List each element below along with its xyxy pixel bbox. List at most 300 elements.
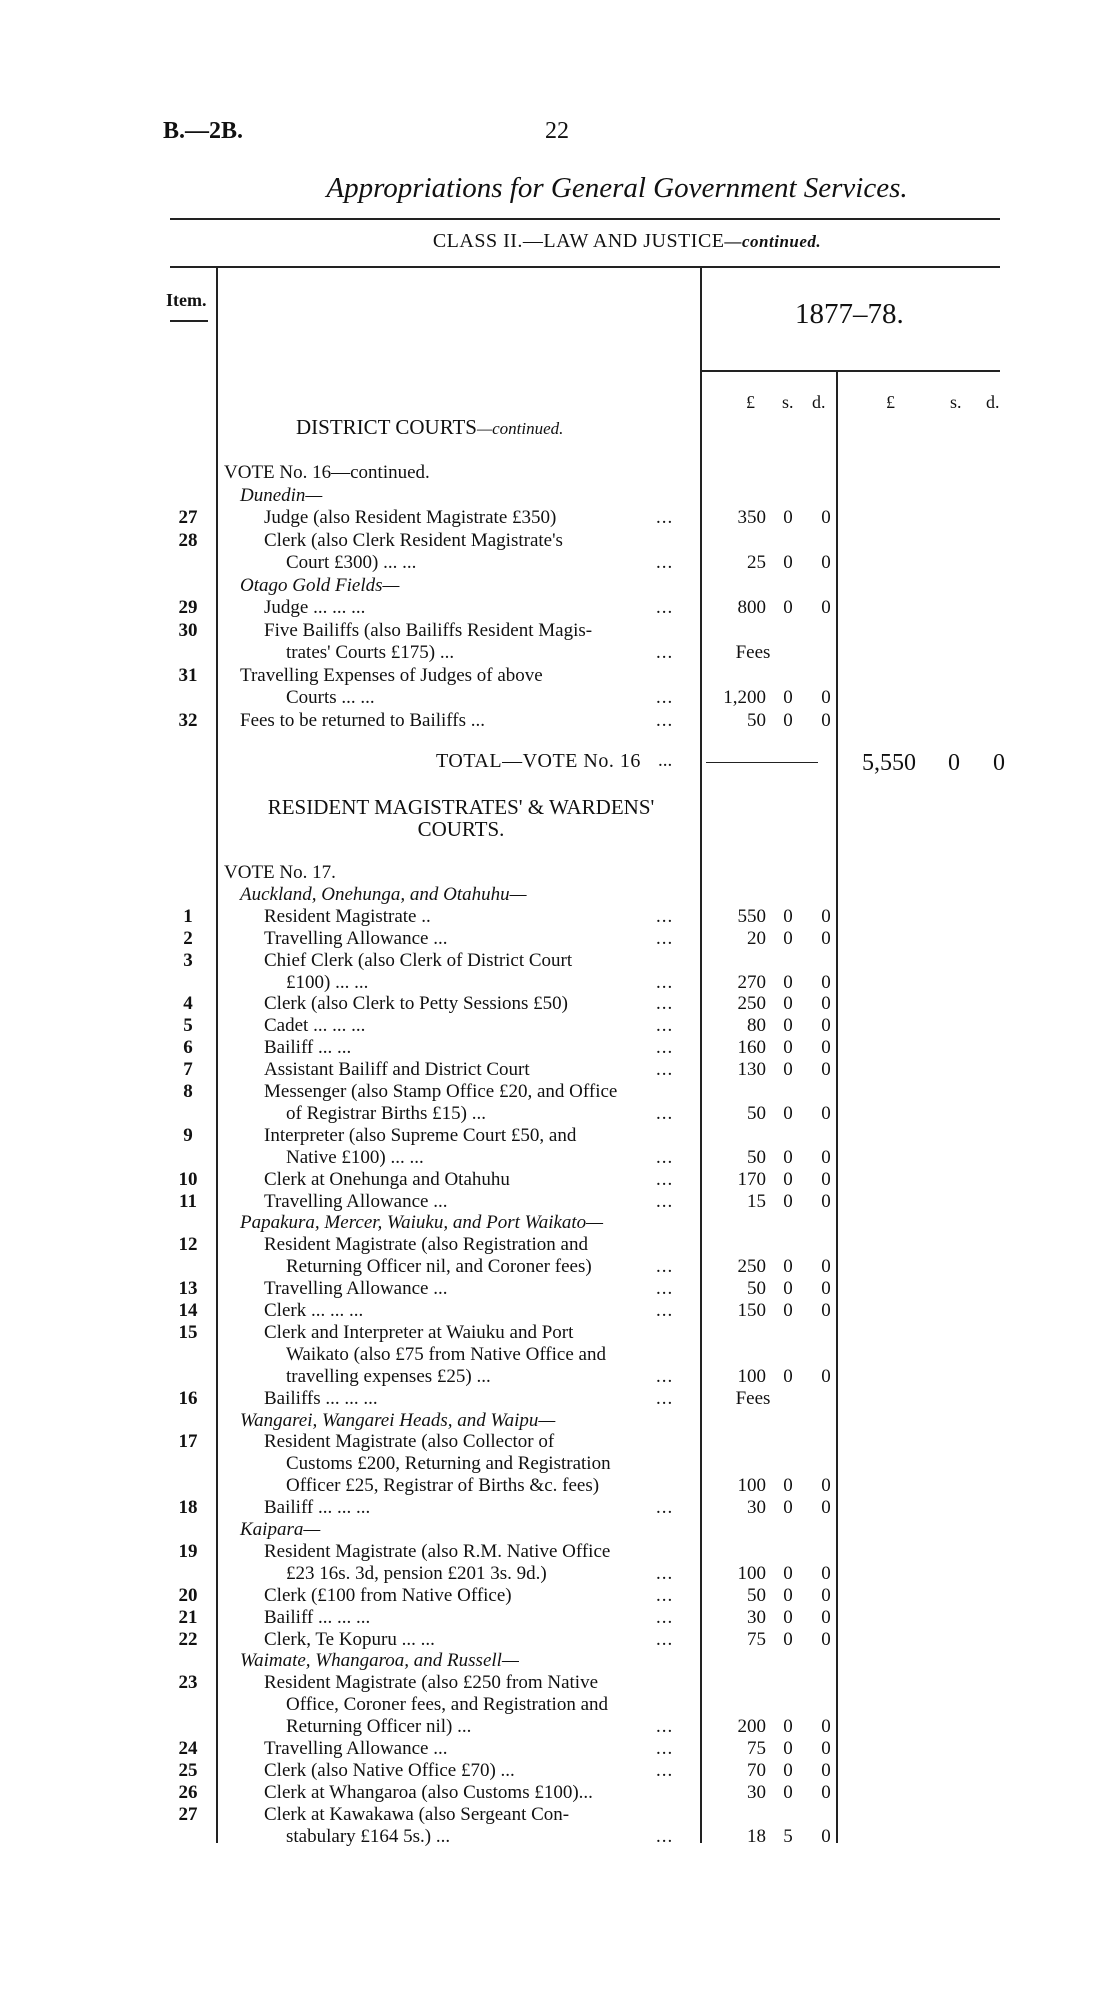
row-label: Officer £25, Registrar of Births &c. fees) <box>286 1475 600 1497</box>
row-label: Judge ... ... ... <box>264 597 366 618</box>
table-row <box>0 1497 1114 1519</box>
table-row <box>0 1125 1114 1147</box>
row-label: Assistant Bailiff and District Court <box>264 1059 530 1081</box>
item-number: 27 <box>178 507 198 528</box>
row-label: Clerk (also Clerk Resident Magistrate's <box>264 529 563 551</box>
row-label: Clerk at Onehunga and Otahuhu <box>264 1168 510 1190</box>
amount-shillings: 0 <box>783 552 793 573</box>
leader-dots: ... <box>656 1037 674 1059</box>
amount-pounds: 350 <box>737 507 766 528</box>
table-row <box>0 1760 1114 1782</box>
row-label: Bailiff ... ... <box>264 1037 352 1059</box>
class-rule <box>170 266 1000 268</box>
amount-pounds: 50 <box>747 1278 766 1300</box>
leader-dots: ... <box>656 1387 674 1409</box>
item-number: 30 <box>178 619 198 641</box>
class-suffix: —continued. <box>724 232 822 251</box>
shillings-header: s. <box>782 392 794 412</box>
row-label: Clerk (also Clerk to Petty Sessions £50) <box>264 993 568 1015</box>
row-label: stabulary £164 5s.) ... <box>286 1825 451 1847</box>
table-row <box>0 1388 1114 1410</box>
amount-pence: 0 <box>821 1278 831 1300</box>
amount-shillings: 0 <box>783 1716 793 1738</box>
table-row <box>0 1169 1114 1191</box>
document-reference: B.—2B. <box>163 118 244 144</box>
amount-shillings: 0 <box>783 1738 793 1759</box>
table-row <box>0 1431 1114 1453</box>
table-row <box>0 1278 1114 1300</box>
item-number: 6 <box>183 1037 193 1059</box>
amount-pence: 0 <box>821 507 831 528</box>
amount-shillings: 0 <box>783 1190 793 1212</box>
amount-shillings: 0 <box>783 1102 793 1124</box>
amount-pounds: 80 <box>747 1015 766 1037</box>
item-number: 18 <box>178 1497 198 1519</box>
row-label: Clerk at Kawakawa (also Sergeant Con- <box>264 1803 570 1825</box>
amount-shillings: 0 <box>783 1365 793 1387</box>
resident-magistrates-heading <box>226 796 696 840</box>
table-row <box>0 1344 1114 1366</box>
leader-dots: ... <box>656 1628 674 1650</box>
table-row <box>0 928 1114 950</box>
item-number: 31 <box>178 664 198 686</box>
resident-heading-line1: RESIDENT MAGISTRATES' & WARDENS' <box>267 795 655 819</box>
item-number: 11 <box>179 1190 197 1212</box>
amount-pounds: 30 <box>747 1497 766 1519</box>
table-row <box>0 993 1114 1015</box>
amount-pounds: 170 <box>737 1168 766 1190</box>
table-row <box>0 552 1114 574</box>
leader-dots: ... <box>656 1606 674 1628</box>
class-title: CLASS II.—LAW AND JUSTICE <box>432 230 725 252</box>
row-label: Travelling Allowance ... <box>264 1278 448 1300</box>
row-label: Bailiff ... ... ... <box>264 1497 371 1519</box>
row-label: Messenger (also Stamp Office £20, and Office <box>264 1081 618 1102</box>
row-label: Resident Magistrate (also £250 from Native <box>264 1672 599 1694</box>
row-label: Resident Magistrate .. <box>264 905 431 927</box>
table-row <box>0 575 1114 597</box>
year-header: 1877–78. <box>795 298 904 330</box>
amount-shillings: 0 <box>783 1278 793 1300</box>
amount-shillings: 0 <box>783 687 793 708</box>
total-vote-16-label: TOTAL—VOTE No. 16 <box>436 750 641 772</box>
table-row <box>0 1519 1114 1541</box>
item-number: 21 <box>178 1606 198 1628</box>
item-number: 24 <box>178 1738 198 1759</box>
total-vote-16-pounds: 5,550 <box>862 750 916 776</box>
row-label: Customs £200, Returning and Registration <box>286 1453 611 1475</box>
amount-pence: 0 <box>821 1628 831 1650</box>
row-label: Judge (also Resident Magistrate £350) <box>264 507 557 528</box>
amount-shillings: 0 <box>783 1628 793 1650</box>
leader-dots: ... <box>656 1584 674 1606</box>
row-label: Courts ... ... <box>286 687 375 708</box>
amount-shillings: 0 <box>783 507 793 528</box>
amount-pence: 0 <box>821 1059 831 1081</box>
district-courts-title: DISTRICT COURTS <box>296 415 477 439</box>
amount-shillings: 0 <box>783 1037 793 1059</box>
amount-pounds: 800 <box>737 597 766 618</box>
amount-pence: 0 <box>821 1584 831 1606</box>
leader-dots: ... <box>656 1562 674 1584</box>
item-number: 3 <box>183 949 193 971</box>
row-label: Wangarei, Wangarei Heads, and Waipu— <box>240 1409 556 1431</box>
item-number: 2 <box>183 927 193 949</box>
row-label: Otago Gold Fields— <box>240 574 400 596</box>
amount-pounds: 150 <box>737 1300 766 1321</box>
table-row <box>0 1629 1114 1651</box>
leader-dots: ... <box>656 597 674 618</box>
table-row <box>0 1453 1114 1475</box>
amount-pence: 0 <box>821 1146 831 1168</box>
row-label: Clerk, Te Kopuru ... ... <box>264 1628 435 1650</box>
amount-shillings: 0 <box>783 1606 793 1628</box>
fees-value: Fees <box>735 642 771 663</box>
table-row <box>0 906 1114 928</box>
amount-pounds: 50 <box>747 1146 766 1168</box>
leader-dots: ... <box>656 1716 674 1738</box>
leader-dots: ... <box>656 1146 674 1168</box>
item-number: 28 <box>178 529 198 551</box>
amount-pounds: 100 <box>737 1475 766 1497</box>
table-row <box>0 1804 1114 1826</box>
amount-pence: 0 <box>821 1825 831 1847</box>
leader-dots: ... <box>656 1300 674 1321</box>
leader-dots: ... <box>656 1059 674 1081</box>
amount-pence: 0 <box>821 1365 831 1387</box>
row-label: Kaipara— <box>240 1519 321 1540</box>
item-number: 14 <box>178 1300 198 1321</box>
page-number: 22 <box>545 118 569 144</box>
row-label: £100) ... ... <box>286 971 369 993</box>
item-number: 9 <box>183 1124 193 1146</box>
item-number: 10 <box>178 1168 198 1190</box>
table-row <box>0 597 1114 619</box>
district-courts-suffix: —continued. <box>476 419 564 438</box>
row-label: Five Bailiffs (also Bailiffs Resident Magis- <box>264 619 593 641</box>
table-row <box>0 1081 1114 1103</box>
item-number: 4 <box>183 993 193 1015</box>
table-row <box>0 1672 1114 1694</box>
row-label: Dunedin— <box>240 484 323 506</box>
row-label: Travelling Allowance ... <box>264 1738 448 1759</box>
amount-shillings: 0 <box>783 1256 793 1278</box>
leader-dots: ... <box>656 1497 674 1519</box>
amount-pounds: 75 <box>747 1628 766 1650</box>
amount-pence: 0 <box>821 1781 831 1803</box>
amount-pounds: 30 <box>747 1781 766 1803</box>
amount-pence: 0 <box>821 1190 831 1212</box>
amount-pence: 0 <box>821 993 831 1015</box>
leader-dots: ... <box>656 507 674 528</box>
table-row <box>0 1410 1114 1432</box>
amount-pounds: 30 <box>747 1606 766 1628</box>
amount-pence: 0 <box>821 552 831 573</box>
row-label: Resident Magistrate (also Registration and <box>264 1234 588 1256</box>
amount-shillings: 0 <box>783 1759 793 1781</box>
amount-pence: 0 <box>821 971 831 993</box>
table-row <box>0 530 1114 552</box>
amount-pence: 0 <box>821 1037 831 1059</box>
pounds-header: £ <box>746 392 755 412</box>
row-label: Court £300) ... ... <box>286 552 417 573</box>
item-number: 26 <box>178 1781 198 1803</box>
title-rule <box>170 218 1000 220</box>
amount-pence: 0 <box>821 1562 831 1584</box>
amount-shillings: 0 <box>783 927 793 949</box>
table-row <box>0 1103 1114 1125</box>
amount-pence: 0 <box>821 1168 831 1190</box>
amount-shillings: 0 <box>783 1562 793 1584</box>
amount-shillings: 0 <box>783 1475 793 1497</box>
row-label: Auckland, Onehunga, and Otahuhu— <box>240 883 527 905</box>
amount-shillings: 0 <box>783 1168 793 1190</box>
leader-dots: ... <box>656 1190 674 1212</box>
table-row <box>0 1037 1114 1059</box>
table-row <box>0 1563 1114 1585</box>
table-row <box>0 950 1114 972</box>
item-number: 25 <box>178 1759 198 1781</box>
page-title: Appropriations for General Government Services. <box>326 172 908 204</box>
total-dash-rule <box>706 762 818 763</box>
amount-pounds: 50 <box>747 1584 766 1606</box>
total-pence-header: d. <box>986 392 1000 412</box>
table-row <box>0 1059 1114 1081</box>
row-label: Fees to be returned to Bailiffs ... <box>240 709 486 731</box>
total-pounds-header: £ <box>886 392 895 412</box>
leader-dots: ... <box>656 927 674 949</box>
row-label: Bailiffs ... ... ... <box>264 1387 378 1409</box>
table-row <box>0 620 1114 642</box>
amount-shillings: 0 <box>783 1015 793 1037</box>
amount-pence: 0 <box>821 927 831 949</box>
leader-dots: ... <box>656 1365 674 1387</box>
leader-dots: ... <box>656 1015 674 1037</box>
row-label: Returning Officer nil) ... <box>286 1716 472 1738</box>
table-row <box>0 972 1114 994</box>
item-number: 29 <box>178 597 198 618</box>
item-number: 12 <box>178 1234 198 1256</box>
table-row <box>0 687 1114 709</box>
amount-pounds: 200 <box>737 1716 766 1738</box>
table-row <box>0 1716 1114 1738</box>
table-row <box>0 1782 1114 1804</box>
row-label: of Registrar Births £15) ... <box>286 1102 487 1124</box>
table-row <box>0 485 1114 507</box>
row-label: Clerk at Whangaroa (also Customs £100)... <box>264 1781 593 1803</box>
row-label: Office, Coroner fees, and Registration and <box>286 1694 609 1716</box>
fees-value: Fees <box>735 1387 771 1409</box>
amount-shillings: 0 <box>783 1300 793 1321</box>
total-shillings-header: s. <box>950 392 962 412</box>
table-row <box>0 1147 1114 1169</box>
table-row <box>0 1256 1114 1278</box>
amount-pounds: 160 <box>737 1037 766 1059</box>
table-row <box>0 1585 1114 1607</box>
leader-dots: ... <box>656 642 674 663</box>
item-number: 5 <box>183 1015 193 1037</box>
leader-dots: ... <box>656 1759 674 1781</box>
amount-pounds: 50 <box>747 1102 766 1124</box>
amount-pounds: 100 <box>737 1562 766 1584</box>
amount-pence: 0 <box>821 1606 831 1628</box>
amount-pounds: 15 <box>747 1190 766 1212</box>
amount-pounds: 50 <box>747 709 766 731</box>
total-vote-16-dots: ... <box>658 750 673 771</box>
table-row <box>0 1300 1114 1322</box>
resident-heading-line2: COURTS. <box>417 817 505 841</box>
item-number: 16 <box>178 1387 198 1409</box>
row-label: Interpreter (also Supreme Court £50, and <box>264 1124 577 1146</box>
row-label: Clerk ... ... ... <box>264 1300 364 1321</box>
table-row <box>0 884 1114 906</box>
leader-dots: ... <box>656 1278 674 1300</box>
amount-pence: 0 <box>821 905 831 927</box>
leader-dots: ... <box>656 905 674 927</box>
leader-dots: ... <box>656 1168 674 1190</box>
amount-shillings: 0 <box>783 1059 793 1081</box>
row-label: Travelling Allowance ... <box>264 1190 448 1212</box>
item-number: 13 <box>178 1278 198 1300</box>
amount-pence: 0 <box>821 1300 831 1321</box>
table-row <box>0 1212 1114 1234</box>
total-vote-16-pence: 0 <box>993 750 1005 776</box>
leader-dots: ... <box>656 971 674 993</box>
row-label: Resident Magistrate (also R.M. Native Office <box>264 1540 611 1562</box>
row-label: Papakura, Mercer, Waiuku, and Port Waikato— <box>240 1212 604 1234</box>
table-row <box>0 1475 1114 1497</box>
item-number: 1 <box>183 905 193 927</box>
table-row <box>0 665 1114 687</box>
amount-pounds: 1,200 <box>723 687 766 708</box>
amount-shillings: 0 <box>783 1497 793 1519</box>
item-number: 19 <box>178 1540 198 1562</box>
table-row <box>0 1826 1114 1848</box>
amount-pounds: 18 <box>747 1825 766 1847</box>
amount-pounds: 75 <box>747 1738 766 1759</box>
row-label: Travelling Allowance ... <box>264 927 448 949</box>
leader-dots: ... <box>656 1738 674 1759</box>
amount-pounds: 25 <box>747 552 766 573</box>
item-number: 32 <box>178 709 198 731</box>
row-label: trates' Courts £175) ... <box>286 642 455 663</box>
row-label: Native £100) ... ... <box>286 1146 424 1168</box>
total-vote-16-shillings: 0 <box>948 750 960 776</box>
amount-shillings: 0 <box>783 1584 793 1606</box>
row-label: VOTE No. 17. <box>224 862 336 883</box>
table-row <box>0 1607 1114 1629</box>
leader-dots: ... <box>656 1825 674 1847</box>
table-row <box>0 462 1114 484</box>
leader-dots: ... <box>656 993 674 1015</box>
year-rule <box>702 370 1000 372</box>
table-row <box>0 1738 1114 1760</box>
table-row <box>0 1015 1114 1037</box>
leader-dots: ... <box>656 1256 674 1278</box>
amount-pounds: 70 <box>747 1759 766 1781</box>
row-label: £23 16s. 3d, pension £201 3s. 9d.) <box>286 1562 547 1584</box>
item-number: 27 <box>178 1803 198 1825</box>
amount-pence: 0 <box>821 1716 831 1738</box>
leader-dots: ... <box>656 709 674 731</box>
table-row <box>0 710 1114 732</box>
row-label: Waimate, Whangaroa, and Russell— <box>240 1650 519 1672</box>
row-label: Clerk (£100 from Native Office) <box>264 1584 512 1606</box>
table-row <box>0 1322 1114 1344</box>
item-header-rule <box>170 320 208 322</box>
amount-shillings: 0 <box>783 993 793 1015</box>
amount-pounds: 130 <box>737 1059 766 1081</box>
amount-shillings: 0 <box>783 1146 793 1168</box>
row-label: Chief Clerk (also Clerk of District Court <box>264 949 573 971</box>
table-row <box>0 507 1114 529</box>
amount-pence: 0 <box>821 709 831 731</box>
amount-pounds: 270 <box>737 971 766 993</box>
item-number: 8 <box>183 1081 193 1102</box>
item-number: 17 <box>178 1431 198 1453</box>
table-row <box>0 1366 1114 1388</box>
item-number: 23 <box>178 1672 198 1694</box>
amount-pence: 0 <box>821 597 831 618</box>
table-row <box>0 862 1114 884</box>
amount-pence: 0 <box>821 1497 831 1519</box>
amount-shillings: 0 <box>783 597 793 618</box>
row-label: Clerk and Interpreter at Waiuku and Port <box>264 1321 574 1343</box>
class-heading <box>0 230 1114 253</box>
amount-pence: 0 <box>821 687 831 708</box>
item-number: 7 <box>183 1059 193 1081</box>
row-label: Resident Magistrate (also Collector of <box>264 1431 555 1453</box>
amount-pounds: 100 <box>737 1365 766 1387</box>
amount-shillings: 0 <box>783 905 793 927</box>
table-row <box>0 1694 1114 1716</box>
amount-pounds: 250 <box>737 993 766 1015</box>
amount-pence: 0 <box>821 1759 831 1781</box>
table-row <box>0 1650 1114 1672</box>
item-number: 20 <box>178 1584 198 1606</box>
amount-pence: 0 <box>821 1015 831 1037</box>
leader-dots: ... <box>656 552 674 573</box>
leader-dots: ... <box>656 687 674 708</box>
amount-pence: 0 <box>821 1738 831 1759</box>
row-label: Travelling Expenses of Judges of above <box>240 664 543 686</box>
table-row <box>0 1541 1114 1563</box>
table-row <box>0 642 1114 664</box>
amount-pounds: 250 <box>737 1256 766 1278</box>
row-label: VOTE No. 16—continued. <box>224 462 430 483</box>
amount-pounds: 20 <box>747 927 766 949</box>
row-label: Waikato (also £75 from Native Office and <box>286 1343 606 1365</box>
amount-shillings: 0 <box>783 971 793 993</box>
item-number: 15 <box>178 1321 198 1343</box>
table-row <box>0 1191 1114 1213</box>
pence-header: d. <box>812 392 826 412</box>
amount-pence: 0 <box>821 1475 831 1497</box>
row-label: Clerk (also Native Office £70) ... <box>264 1759 515 1781</box>
amount-shillings: 5 <box>783 1825 793 1847</box>
amount-pence: 0 <box>821 1102 831 1124</box>
item-column-header: Item. <box>166 290 207 310</box>
row-label: Returning Officer nil, and Coroner fees) <box>286 1256 592 1278</box>
item-number: 22 <box>178 1628 198 1650</box>
table-row <box>0 1234 1114 1256</box>
amount-pounds: 550 <box>737 905 766 927</box>
row-label: Bailiff ... ... ... <box>264 1606 371 1628</box>
leader-dots: ... <box>656 1102 674 1124</box>
row-label: travelling expenses £25) ... <box>286 1365 491 1387</box>
row-label: Cadet ... ... ... <box>264 1015 366 1037</box>
district-courts-heading <box>296 416 563 440</box>
